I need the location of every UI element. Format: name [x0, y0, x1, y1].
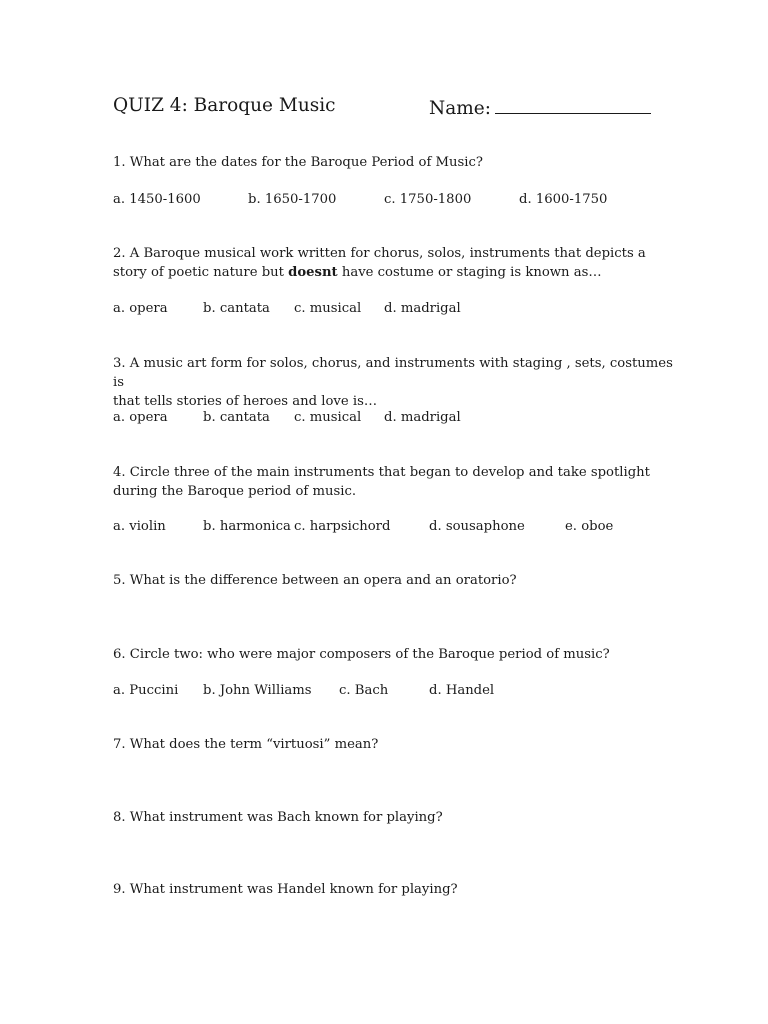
option: a. 1450-1600 [113, 192, 201, 207]
option: d. sousaphone [429, 519, 525, 534]
option: a. opera [113, 301, 168, 316]
option: d. madrigal [384, 301, 461, 316]
question-text: 5. What is the difference between an opera and an oratorio? [113, 573, 517, 588]
option: a. violin [113, 519, 166, 534]
option: c. musical [294, 410, 362, 425]
question-text: 8. What instrument was Bach known for playing? [113, 810, 443, 825]
question-8 [113, 808, 673, 827]
option: c. musical [294, 301, 362, 316]
question-3-options [113, 408, 673, 427]
name-blank-line [495, 95, 651, 114]
name-field [429, 95, 651, 119]
quiz-title: QUIZ 4: Baroque Music [113, 95, 336, 116]
question-text-line: 3. A music art form for solos, chorus, and instruments with staging , sets, costumes is [113, 356, 673, 390]
question-text-line [113, 263, 673, 282]
question-text-emphasis: doesnt [288, 265, 338, 280]
question-text-line: 2. A Baroque musical work written for chorus, solos, instruments that depicts a [113, 246, 646, 261]
question-text-line: 4. Circle three of the main instruments that began to develop and take spotlight [113, 465, 650, 480]
option: b. John Williams [203, 683, 312, 698]
question-text: 7. What does the term “virtuosi” mean? [113, 737, 379, 752]
question-text: 9. What instrument was Handel known for playing? [113, 882, 458, 897]
question-7 [113, 735, 673, 754]
question-text-part: story of poetic nature but [113, 265, 289, 280]
question-1-options [113, 190, 673, 209]
option: d. madrigal [384, 410, 461, 425]
quiz-header [113, 95, 673, 121]
name-label: Name: [429, 98, 491, 119]
question-5 [113, 571, 673, 590]
option: d. Handel [429, 683, 495, 698]
option: e. oboe [565, 519, 614, 534]
question-text: 1. What are the dates for the Baroque Period of Music? [113, 155, 483, 170]
option: c. harpsichord [294, 519, 391, 534]
option: b. cantata [203, 410, 270, 425]
question-text-line: that tells stories of heroes and love is… [113, 394, 378, 409]
question-9 [113, 880, 673, 899]
question-6-options [113, 681, 673, 700]
question-4-options [113, 517, 673, 536]
option: c. Bach [339, 683, 389, 698]
option: a. opera [113, 410, 168, 425]
option: a. Puccini [113, 683, 179, 698]
question-text: 6. Circle two: who were major composers of the Baroque period of music? [113, 647, 610, 662]
question-3 [113, 354, 673, 411]
option: b. 1650-1700 [248, 192, 337, 207]
question-2 [113, 244, 673, 282]
question-2-options [113, 299, 673, 318]
option: b. cantata [203, 301, 270, 316]
question-1 [113, 153, 673, 172]
question-text-part: have costume or staging is known as… [337, 265, 602, 280]
question-6 [113, 645, 673, 664]
option: b. harmonica [203, 519, 291, 534]
option: d. 1600-1750 [519, 192, 608, 207]
question-4 [113, 463, 673, 501]
question-text-line: during the Baroque period of music. [113, 484, 357, 499]
option: c. 1750-1800 [384, 192, 472, 207]
